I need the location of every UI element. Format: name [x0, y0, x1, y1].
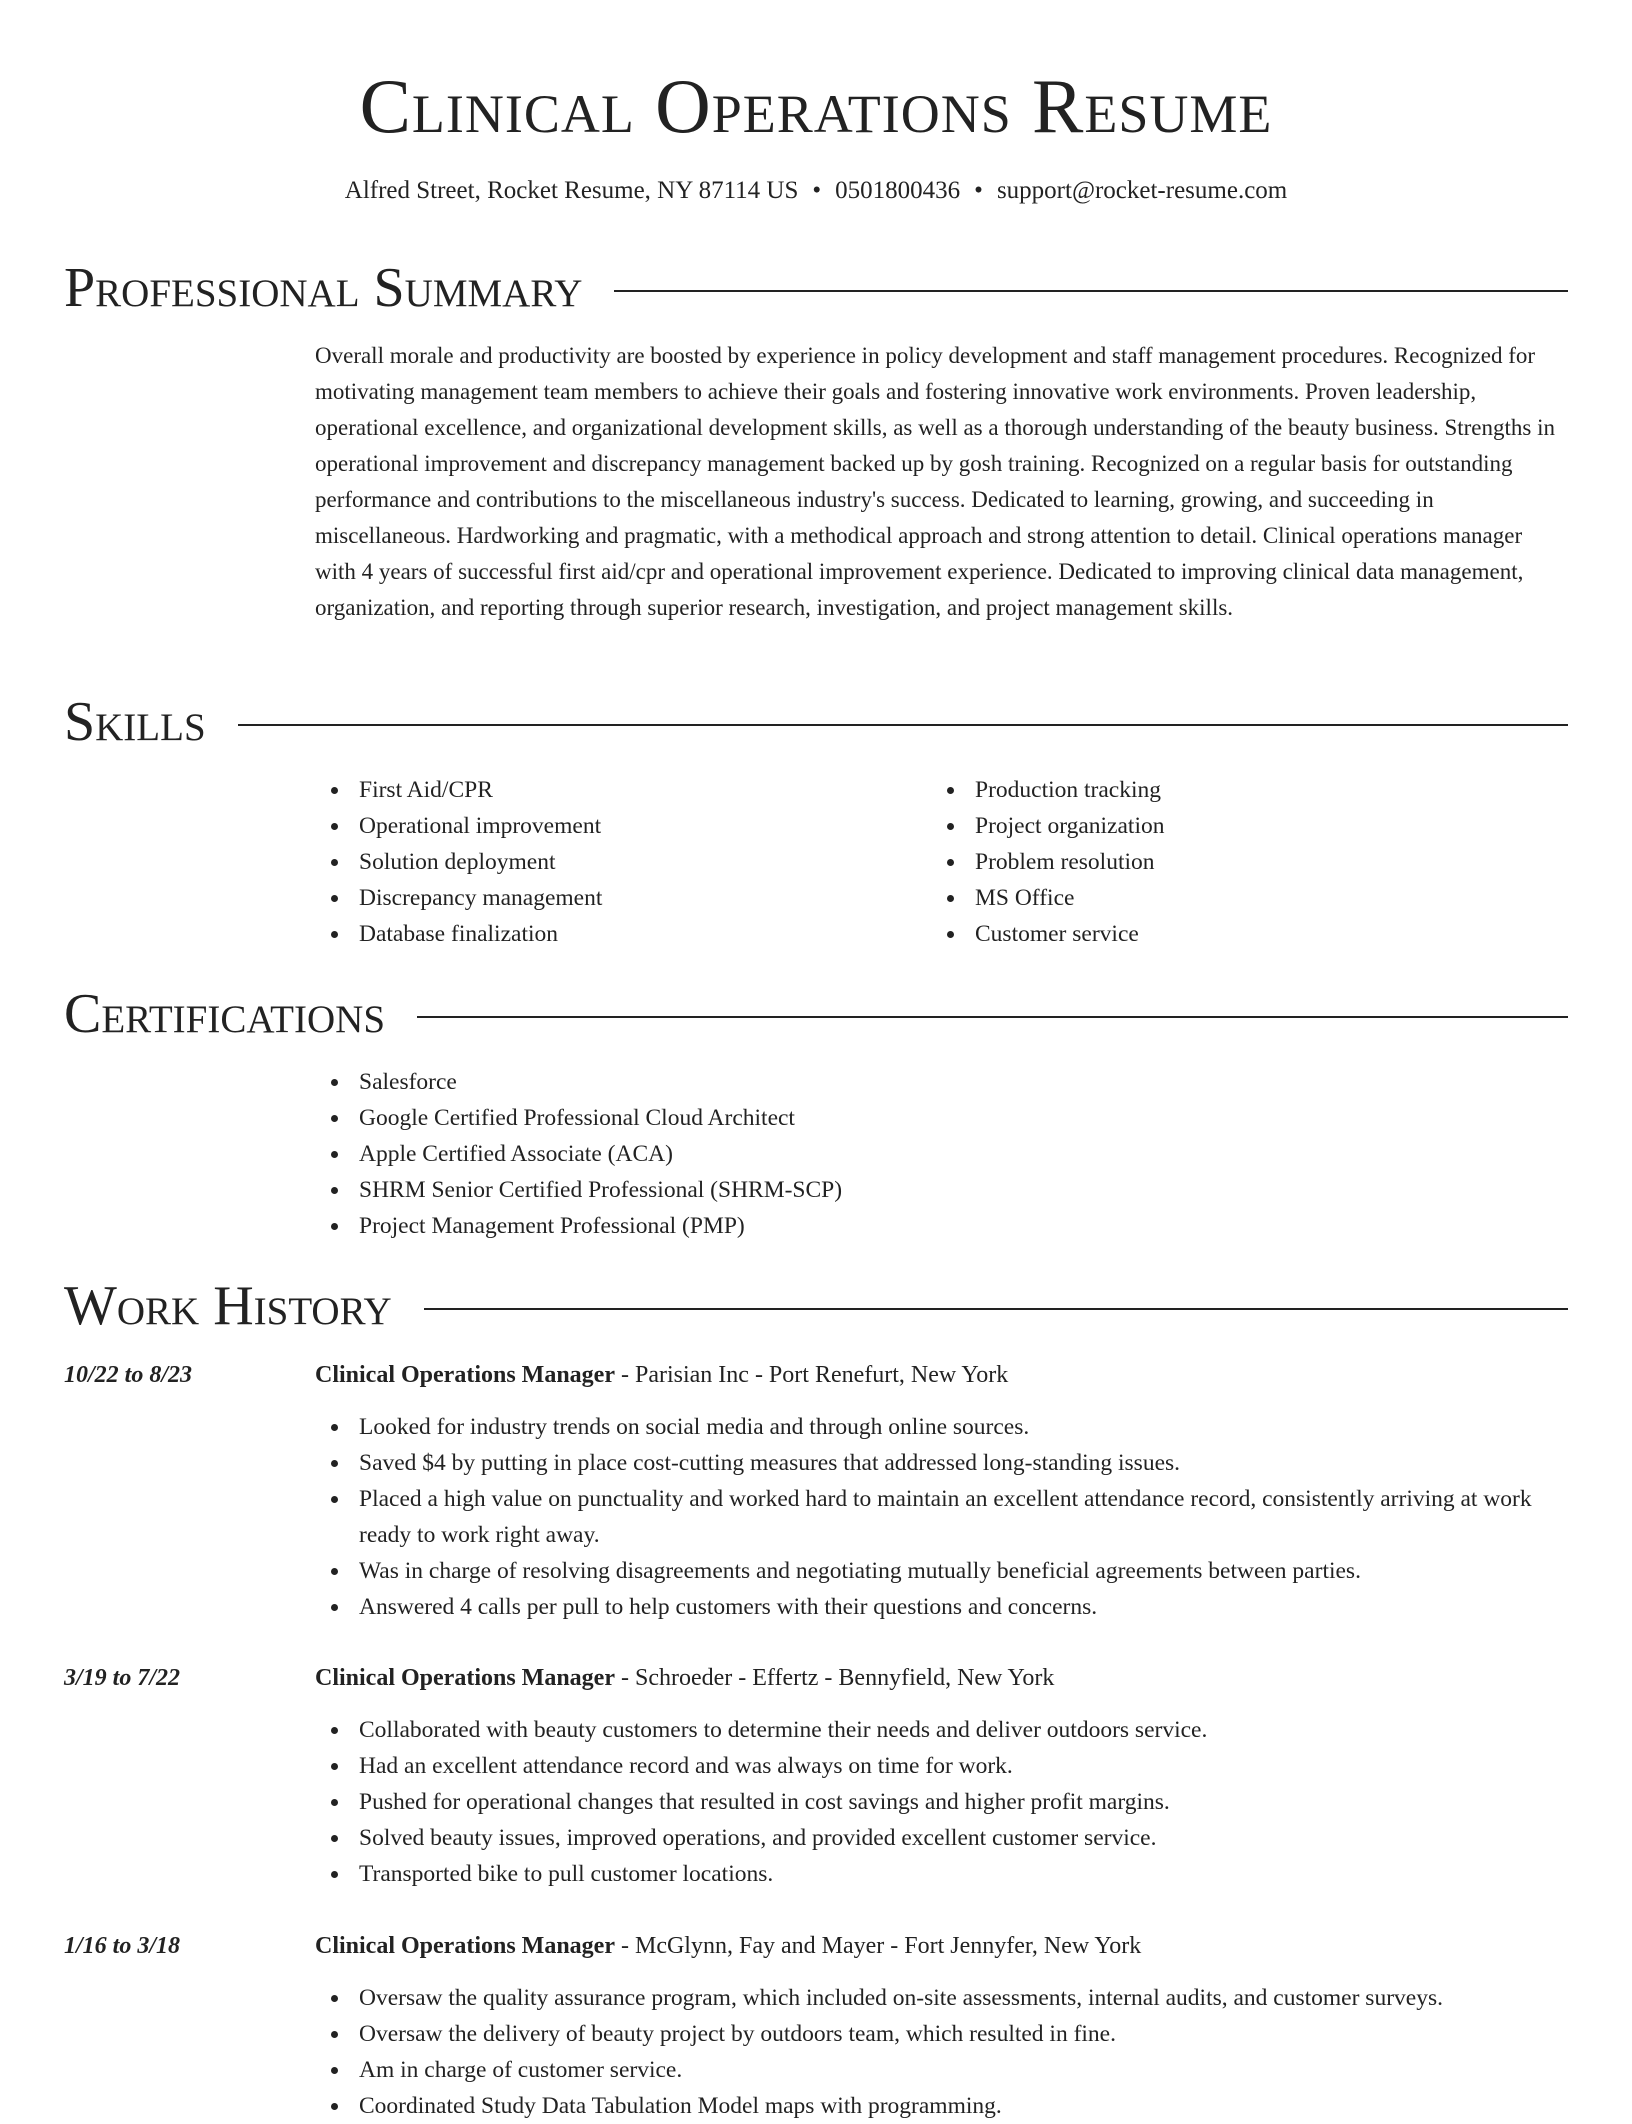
- skills-list-right: [931, 772, 1531, 952]
- contact-separator: •: [974, 177, 983, 204]
- skill-item: Project organization: [931, 808, 1531, 844]
- work-section-header: [64, 1274, 1568, 1338]
- certification-item: Salesforce: [315, 1064, 1515, 1100]
- job-role: [315, 1928, 1141, 1964]
- job-dates: 10/22 to 8/23: [64, 1362, 193, 1388]
- skill-item: Customer service: [931, 916, 1531, 952]
- resume-title: Clinical Operations Resume: [359, 63, 1273, 149]
- skill-item: Production tracking: [931, 772, 1531, 808]
- certifications-list: [315, 1064, 1515, 1244]
- skill-item: Solution deployment: [315, 844, 915, 880]
- resume-page: [64, 0, 1568, 2119]
- job-bullet: Am in charge of customer service.: [315, 2052, 1568, 2088]
- job-bullet: Transported bike to pull customer locations.: [315, 1856, 1568, 1892]
- job-bullet: Was in charge of resolving disagreements and negotiating mutually beneficial agreements between parties.: [315, 1553, 1568, 1589]
- job-role: [315, 1660, 1054, 1696]
- job-employer: - Schroeder - Effertz - Bennyfield, New York: [614, 1665, 1055, 1691]
- skill-item: Discrepancy management: [315, 880, 915, 916]
- job-bullet: Oversaw the quality assurance program, which included on-site assessments, internal audits, and customer surveys.: [315, 1980, 1568, 2016]
- job-employer: - Parisian Inc - Port Renefurt, New York: [614, 1362, 1009, 1388]
- certification-item: Google Certified Professional Cloud Architect: [315, 1100, 1515, 1136]
- skills-heading: Skills: [64, 691, 206, 753]
- job-title: Clinical Operations Manager: [315, 1362, 615, 1388]
- skill-item: Database finalization: [315, 916, 915, 952]
- section-divider: [424, 1308, 1568, 1310]
- section-divider: [238, 724, 1568, 726]
- work-heading: Work History: [64, 1275, 392, 1337]
- job-bullets: [315, 1409, 1568, 1625]
- skill-item: Problem resolution: [931, 844, 1531, 880]
- job-bullet: Solved beauty issues, improved operations, and provided excellent customer service.: [315, 1820, 1568, 1856]
- job-bullet: Coordinated Study Data Tabulation Model maps with programming.: [315, 2088, 1568, 2124]
- certifications-heading: Certifications: [64, 983, 386, 1045]
- job-dates: 1/16 to 3/18: [64, 1933, 181, 1959]
- contact-address: Alfred Street, Rocket Resume, NY 87114 US: [344, 177, 799, 204]
- job-employer: - McGlynn, Fay and Mayer - Fort Jennyfer, New York: [614, 1933, 1142, 1959]
- summary-section-header: [64, 256, 1568, 320]
- contact-line: [64, 174, 1568, 208]
- contact-separator: •: [812, 177, 822, 204]
- section-divider: [417, 1016, 1568, 1018]
- skill-item: MS Office: [931, 880, 1531, 916]
- skills-section-header: [64, 690, 1568, 754]
- job-bullet: Looked for industry trends on social media and through online sources.: [315, 1409, 1568, 1445]
- job-bullet: Saved $4 by putting in place cost-cutting measures that addressed long-standing issues.: [315, 1445, 1568, 1481]
- skill-item: Operational improvement: [315, 808, 915, 844]
- job-bullet: Placed a high value on punctuality and worked hard to maintain an excellent attendance record, consistently arriving at work ready to work right away.: [315, 1481, 1568, 1553]
- job-bullet: Had an excellent attendance record and was always on time for work.: [315, 1748, 1568, 1784]
- certification-item: SHRM Senior Certified Professional (SHRM-SCP): [315, 1172, 1515, 1208]
- job-bullets: [315, 1980, 1568, 2124]
- skills-list-left: [315, 772, 915, 952]
- job-bullet: Pushed for operational changes that resulted in cost savings and higher profit margins.: [315, 1784, 1568, 1820]
- section-divider: [614, 290, 1568, 292]
- job-bullet: Oversaw the delivery of beauty project by outdoors team, which resulted in fine.: [315, 2016, 1568, 2052]
- contact-phone: 0501800436: [835, 177, 961, 204]
- job-bullet: Answered 4 calls per pull to help customers with their questions and concerns.: [315, 1589, 1568, 1625]
- summary-text: Overall morale and productivity are boosted by experience in policy development and staff management procedures. Recognized for motivating management team members to achieve their goals and fostering innovative work environments. Proven leadership, operational excellence, and organizational development skills, as well as a thorough understanding of the beauty business. Strengths in operational improvement and discrepancy management backed up by gosh training. Recognized on a regular basis for outstanding performance and contributions to the miscellaneous industry's success. Dedicated to learning, growing, and succeeding in miscellaneous. Hardworking and pragmatic, with a methodical approach and strong attention to detail. Clinical operations manager with 4 years of successful first aid/cpr and operational improvement experience. Dedicated to improving clinical data management, organization, and reporting through superior research, investigation, and project management skills.: [315, 343, 1555, 620]
- certifications-section-header: [64, 982, 1568, 1046]
- skill-item: First Aid/CPR: [315, 772, 915, 808]
- certification-item: Apple Certified Associate (ACA): [315, 1136, 1515, 1172]
- certification-item: Project Management Professional (PMP): [315, 1208, 1515, 1244]
- job-title: Clinical Operations Manager: [315, 1933, 615, 1959]
- contact-email[interactable]: support@rocket-resume.com: [996, 177, 1288, 204]
- job-title: Clinical Operations Manager: [315, 1665, 615, 1691]
- job-dates: 3/19 to 7/22: [64, 1665, 181, 1691]
- summary-heading: Professional Summary: [64, 257, 583, 319]
- job-role: [315, 1357, 1008, 1393]
- job-bullet: Collaborated with beauty customers to determine their needs and deliver outdoors service.: [315, 1712, 1568, 1748]
- job-bullets: [315, 1712, 1568, 1892]
